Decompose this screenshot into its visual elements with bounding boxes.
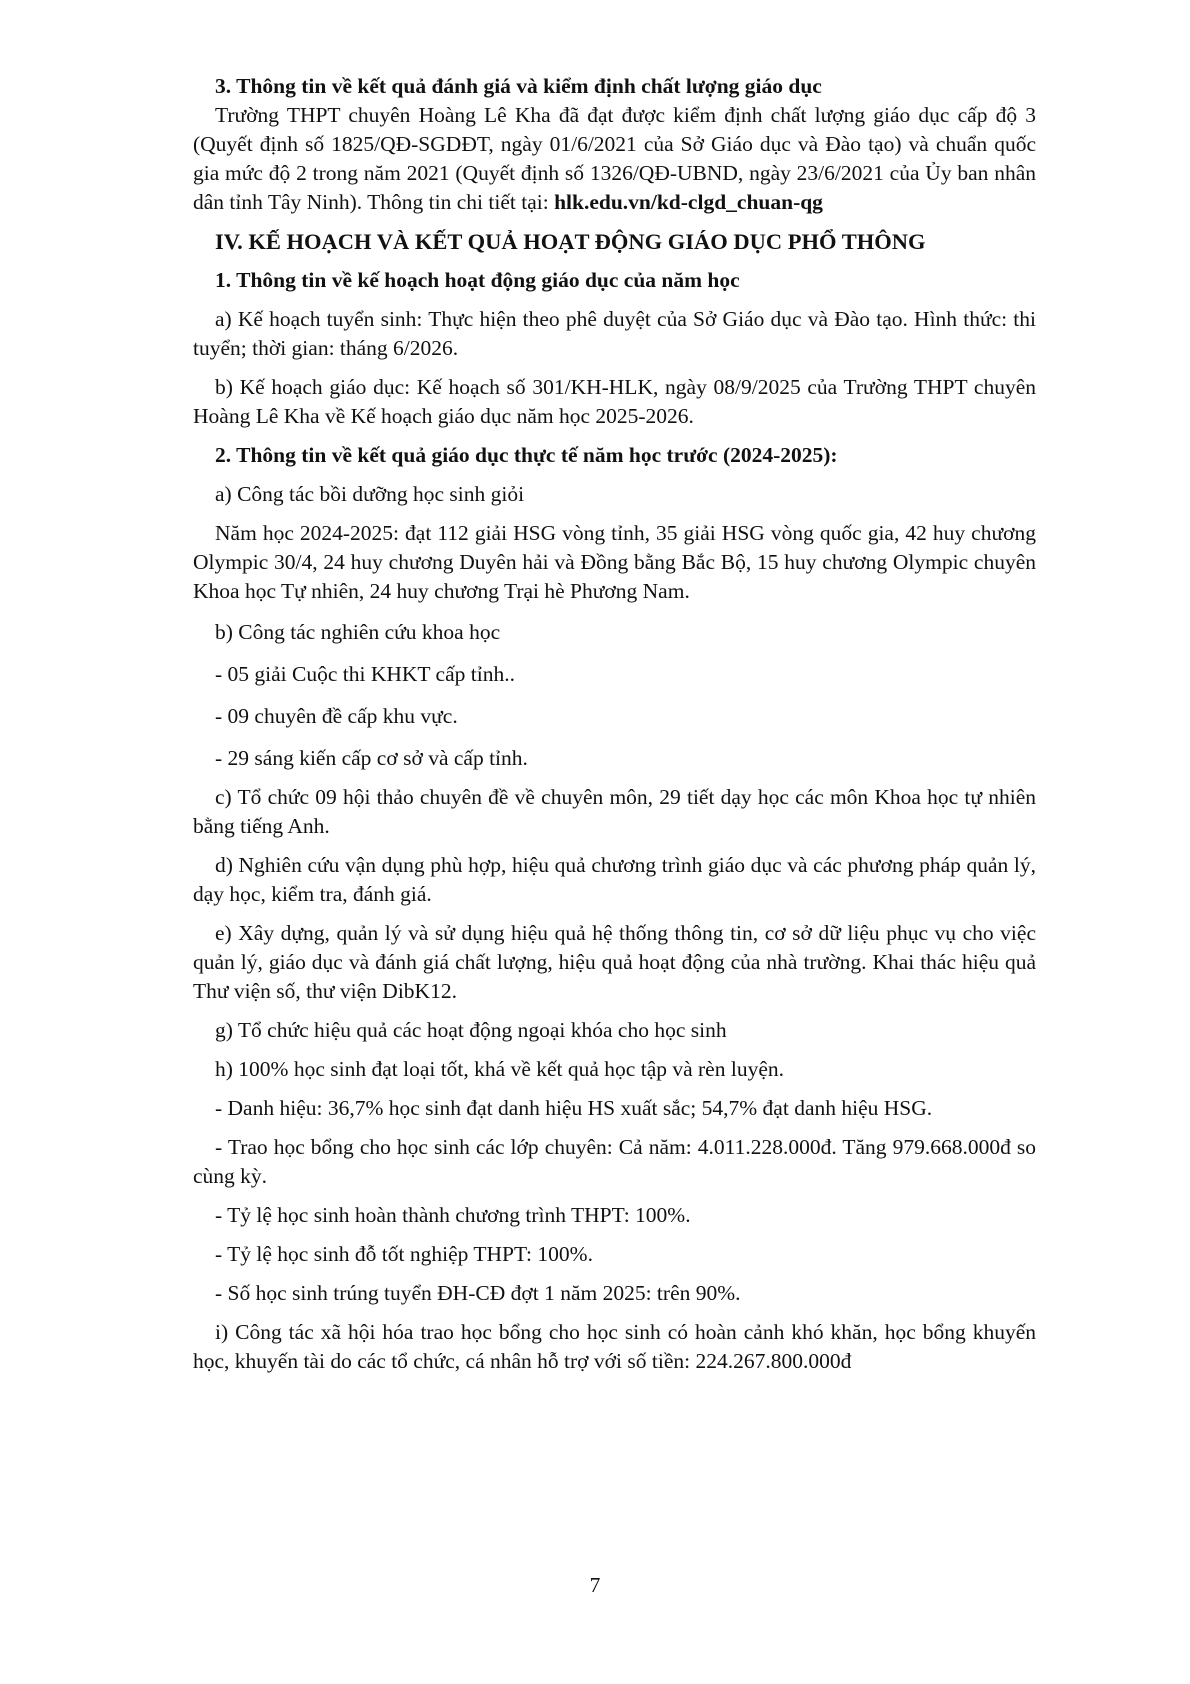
research-item: - 29 sáng kiến cấp cơ sở và cấp tỉnh. [215,746,528,770]
item-h: h) 100% học sinh đạt loại tốt, khá về kết quả học tập và rèn luyện. [215,1057,784,1081]
page-content [193,72,1036,1376]
page-number: 7 [589,1573,601,1597]
research-item: - 09 chuyên đề cấp khu vực. [215,704,458,728]
admission-plan: a) Kế hoạch tuyển sinh: Thực hiện theo phê duyệt của Sở Giáo dục và Đào tạo. Hình thức: thi tuyển; thời gian: tháng 6/2026. [193,307,1036,360]
section-3-text [193,101,1036,217]
item-e: e) Xây dựng, quản lý và sử dụng hiệu quả hệ thống thông tin, cơ sở dữ liệu phục vụ cho việc quản lý, giáo dục và đánh giá chất lượng, hiệu quả hoạt động của nhà trường. Khai thác hiệu quả Thư viện số, thư viện DibK12. [193,921,1036,1003]
item-d: d) Nghiên cứu vận dụng phù hợp, hiệu quả chương trình giáo dục và các phương pháp quản lý, dạy học, kiểm tra, đánh giá. [193,853,1036,906]
result-item: - Trao học bổng cho học sinh các lớp chuyên: Cả năm: 4.011.228.000đ. Tăng 979.668.000đ so cùng kỳ. [193,1135,1036,1188]
item-i: i) Công tác xã hội hóa trao học bổng cho học sinh có hoàn cảnh khó khăn, học bổng khuyến học, khuyến tài do các tổ chức, cá nhân hỗ trợ với số tiền: 224.267.800.000đ [193,1320,1036,1373]
section-3-heading: 3. Thông tin về kết quả đánh giá và kiểm định chất lượng giáo dục [215,74,822,98]
education-plan: b) Kế hoạch giáo dục: Kế hoạch số 301/KH-HLK, ngày 08/9/2025 của Trường THPT chuyên Hoàng Lê Kha về Kế hoạch giáo dục năm học 2025-2026. [193,375,1036,428]
research-title: b) Công tác nghiên cứu khoa học [215,620,501,644]
item-c: c) Tổ chức 09 hội thảo chuyên đề về chuyên môn, 29 tiết dạy học các môn Khoa học tự nhiên bằng tiếng Anh. [193,785,1036,838]
result-item: - Tỷ lệ học sinh đỗ tốt nghiệp THPT: 100%. [215,1242,593,1266]
item-g: g) Tổ chức hiệu quả các hoạt động ngoại khóa cho học sinh [215,1018,727,1042]
subsection-2-heading: 2. Thông tin về kết quả giáo dục thực tế năm học trước (2024-2025): [215,443,838,467]
gifted-training-title: a) Công tác bồi dưỡng học sinh giỏi [215,482,525,506]
research-item: - 05 giải Cuộc thi KHKT cấp tỉnh.. [215,662,515,686]
detail-link[interactable]: hlk.edu.vn/kd-clgd_chuan-qg [554,190,823,214]
subsection-1-heading: 1. Thông tin về kế hoạch hoạt động giáo dục của năm học [215,268,740,292]
result-item: - Tỷ lệ học sinh hoàn thành chương trình THPT: 100%. [215,1203,691,1227]
result-item: - Số học sinh trúng tuyển ĐH-CĐ đợt 1 năm 2025: trên 90%. [215,1281,741,1305]
section-3-body: Trường THPT chuyên Hoàng Lê Kha đã đạt được kiểm định chất lượng giáo dục cấp độ 3 (Quyết định số 1825/QĐ-SGDĐT, ngày 01/6/2021 của Sở Giáo dục và Đào tạo) và chuẩn quốc gia mức độ 2 trong năm 2021 (Quyết định số 1326/QĐ-UBND, ngày 23/6/2021 của Ủy ban nhân dân tỉnh Tây Ninh). Thông tin chi tiết tại: [193,103,1036,214]
section-4-title: IV. KẾ HOẠCH VÀ KẾT QUẢ HOẠT ĐỘNG GIÁO DỤC PHỔ THÔNG [215,229,926,254]
result-item: - Danh hiệu: 36,7% học sinh đạt danh hiệu HS xuất sắc; 54,7% đạt danh hiệu HSG. [215,1096,933,1120]
gifted-training-text: Năm học 2024-2025: đạt 112 giải HSG vòng tỉnh, 35 giải HSG vòng quốc gia, 42 huy chương Olympic 30/4, 24 huy chương Duyên hải và Đồng bằng Bắc Bộ, 15 huy chương Olympic chuyên Khoa học Tự nhiên, 24 huy chương Trại hè Phương Nam. [193,521,1036,603]
